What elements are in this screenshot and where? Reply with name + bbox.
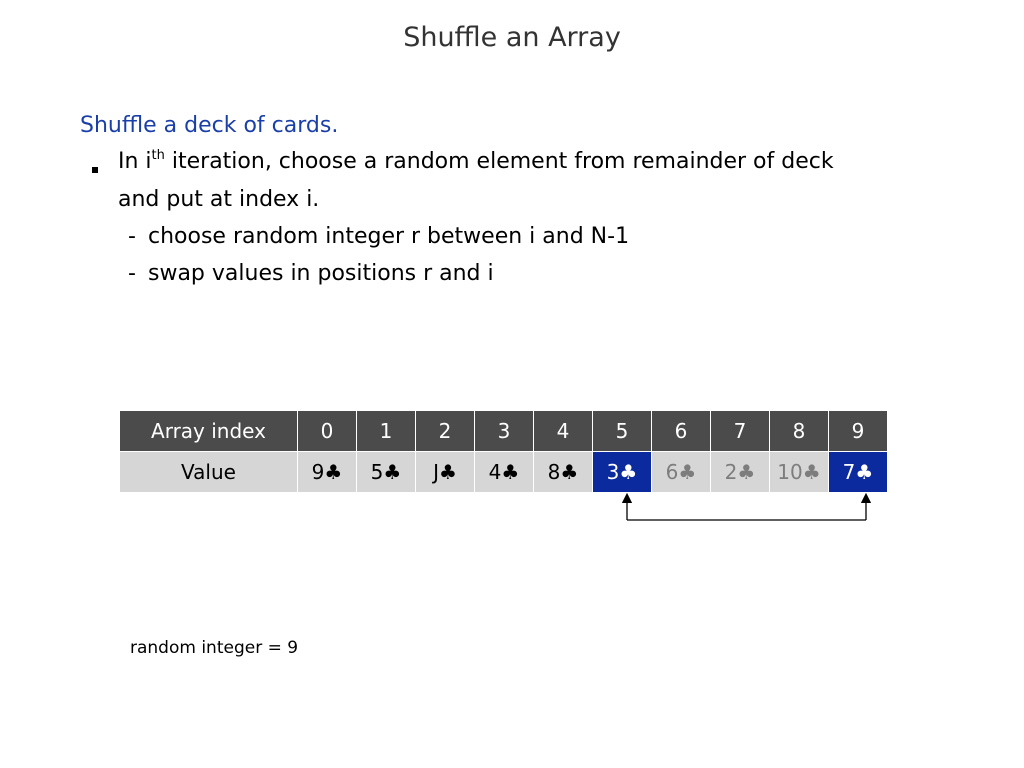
- value-cell-3: 4♣: [475, 452, 534, 493]
- value-cell-4: 8♣: [534, 452, 593, 493]
- index-row-label: Array index: [120, 411, 298, 452]
- index-cell-5: 5: [593, 411, 652, 452]
- value-cell-2: J♣: [416, 452, 475, 493]
- section-heading: Shuffle a deck of cards.: [80, 113, 339, 138]
- index-cell-0: 0: [298, 411, 357, 452]
- index-cell-3: 3: [475, 411, 534, 452]
- bullet-line-1-sup: th: [151, 148, 165, 163]
- index-cell-8: 8: [770, 411, 829, 452]
- value-cell-9: 7♣: [829, 452, 888, 493]
- subpoint-2-text: swap values in positions r and i: [148, 261, 494, 286]
- value-cell-6: 6♣: [652, 452, 711, 493]
- value-cell-1: 5♣: [357, 452, 416, 493]
- value-cell-5: 3♣: [593, 452, 652, 493]
- index-cell-2: 2: [416, 411, 475, 452]
- value-row-label: Value: [120, 452, 298, 493]
- subpoint-1-text: choose random integer r between i and N-1: [148, 224, 630, 249]
- random-integer-note: random integer = 9: [130, 638, 299, 658]
- bullet-line-1-post: iteration, choose a random element from remainder of deck: [164, 149, 834, 174]
- index-cell-9: 9: [829, 411, 888, 452]
- index-cell-6: 6: [652, 411, 711, 452]
- value-cell-0: 9♣: [298, 452, 357, 493]
- bullet-line-2: and put at index i.: [118, 187, 320, 212]
- index-cell-4: 4: [534, 411, 593, 452]
- value-cell-7: 2♣: [711, 452, 770, 493]
- bullet-line-1-pre: In i: [118, 149, 152, 174]
- dash-marker: -: [128, 261, 136, 286]
- value-cell-8: 10♣: [770, 452, 829, 493]
- slide-title: Shuffle an Array: [403, 22, 621, 53]
- index-cell-1: 1: [357, 411, 416, 452]
- dash-marker: -: [128, 224, 136, 249]
- index-cell-7: 7: [711, 411, 770, 452]
